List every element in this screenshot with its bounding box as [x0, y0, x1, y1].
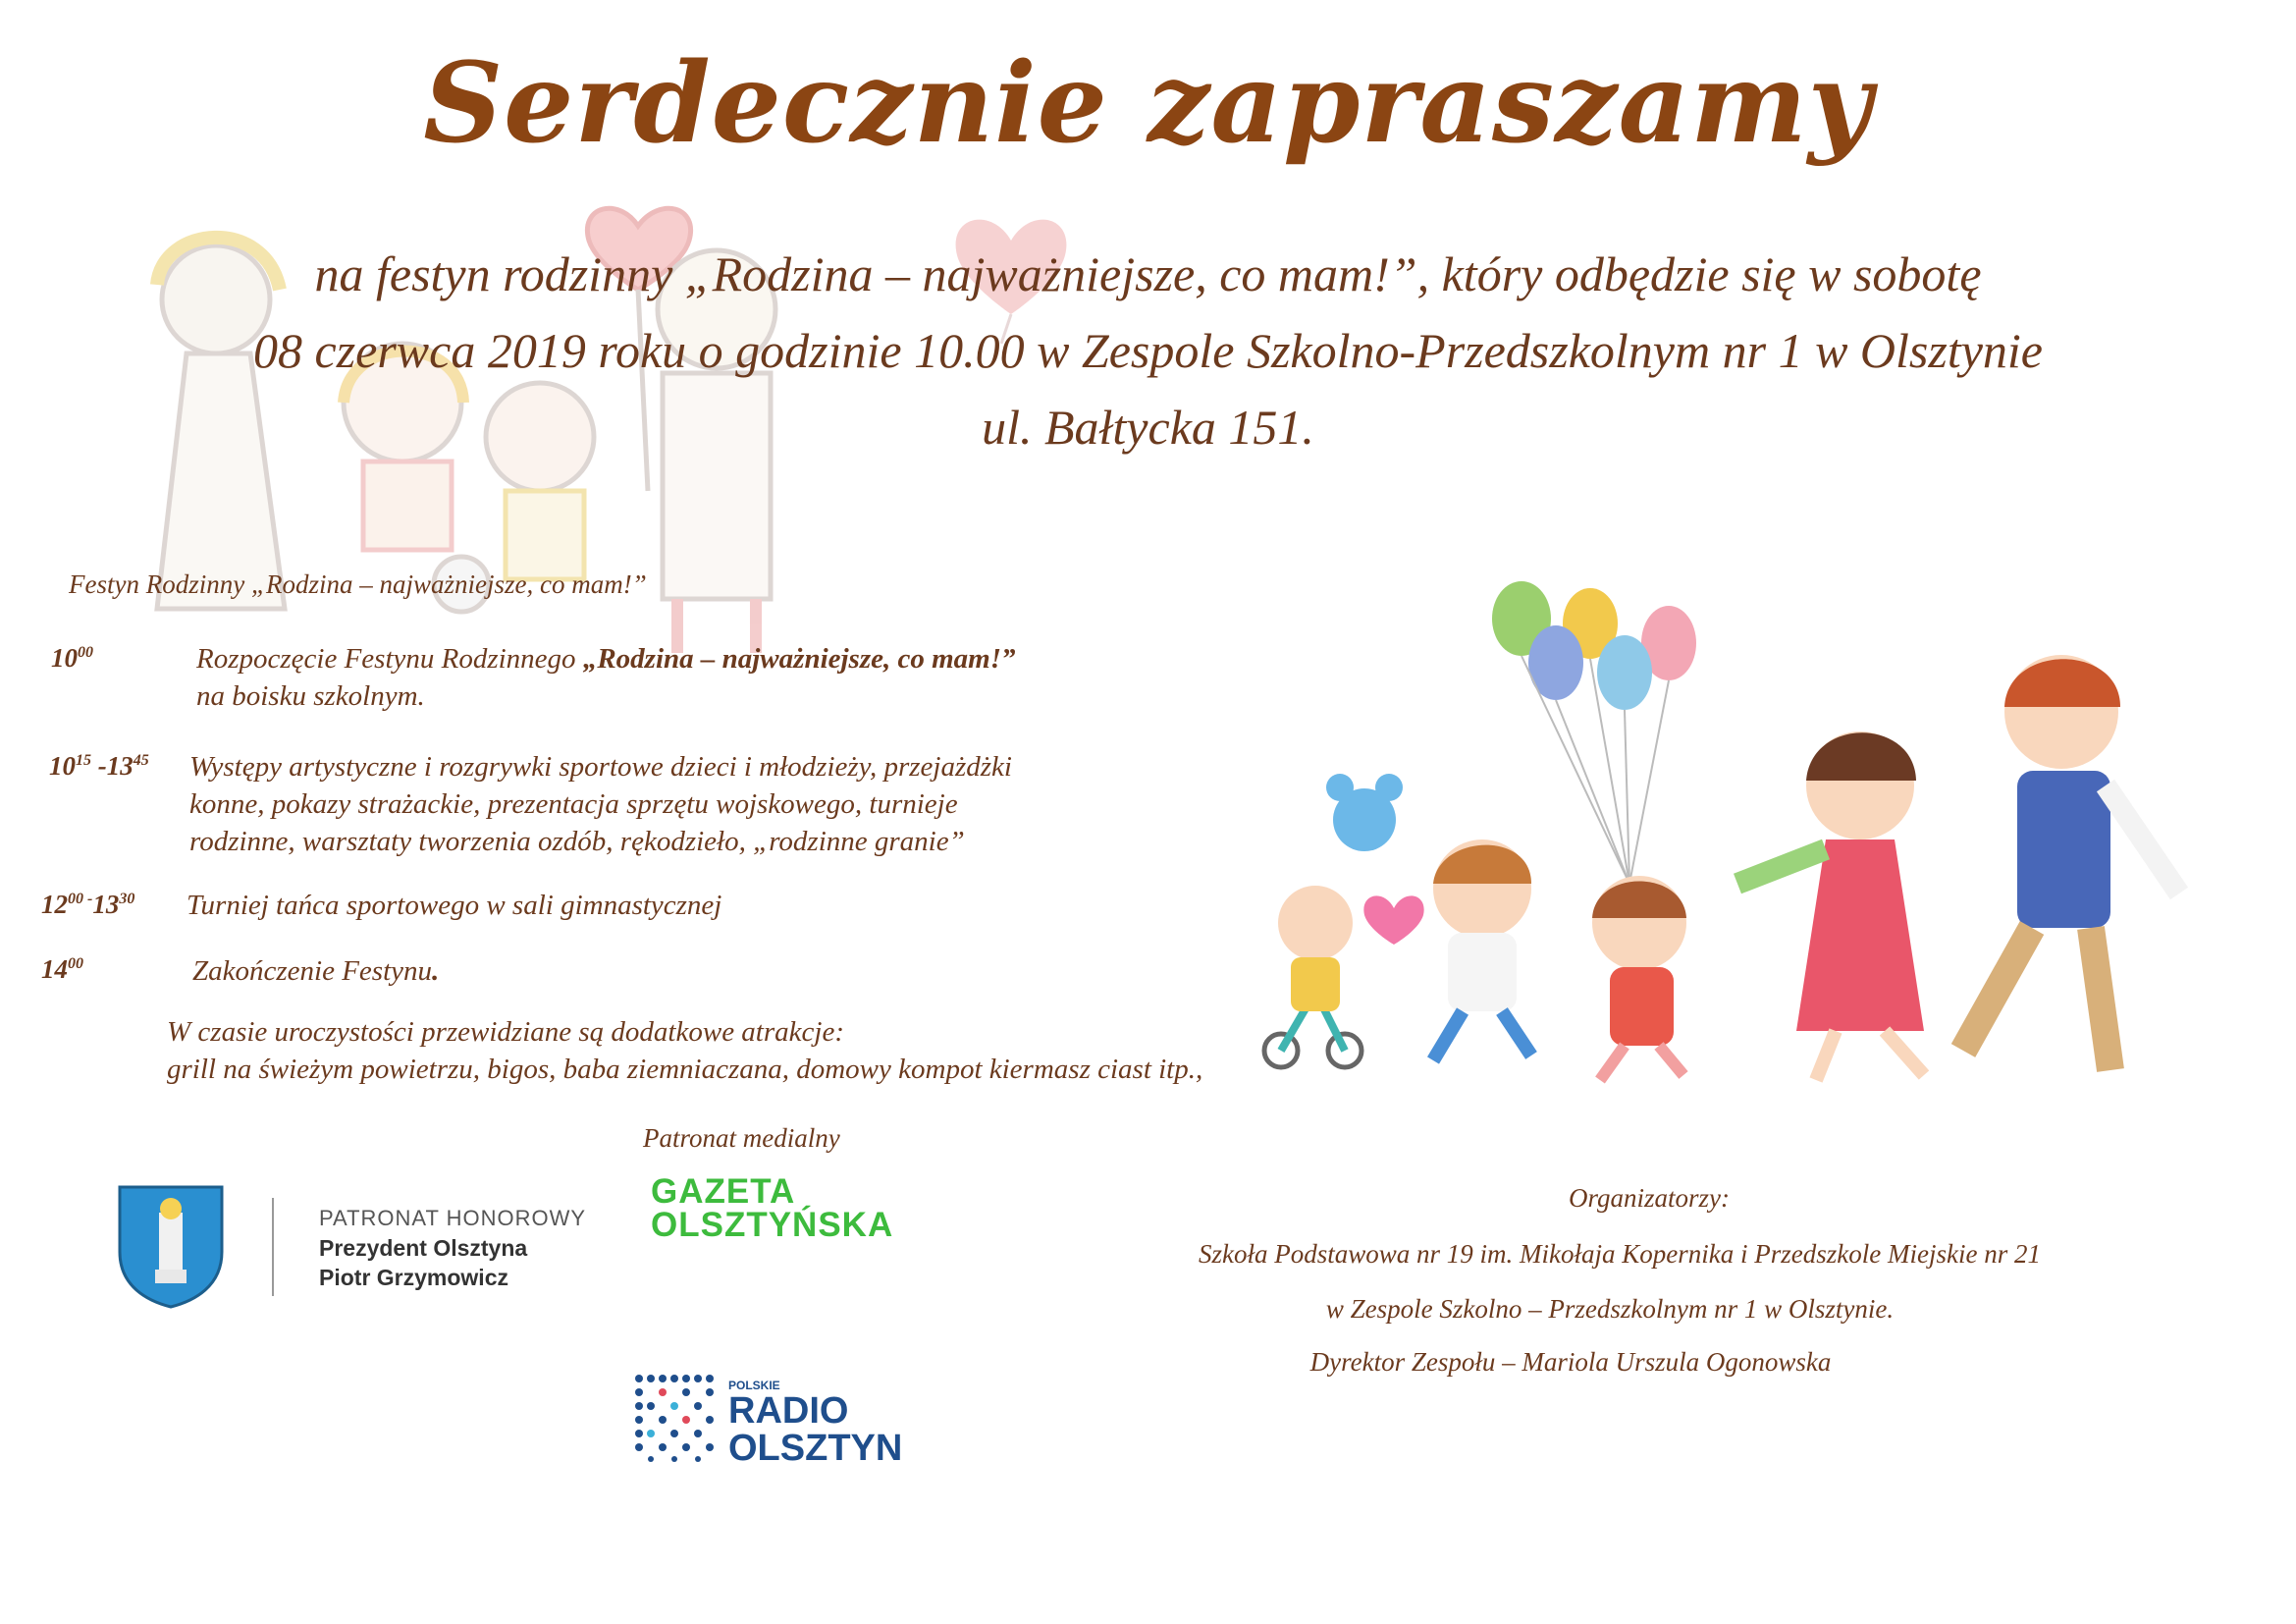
program-heading: Festyn Rodzinny „Rodzina – najważniejsze, co mam!” — [69, 569, 647, 599]
radio-logo-line-1: RADIO — [728, 1390, 849, 1432]
organizers-line-3: Dyrektor Zespołu – Mariola Urszula Ogonowska — [1309, 1347, 1832, 1377]
intro-line-1: na festyn rodzinny „Rodzina – najważniejsze, co mam!”, który odbędzie się w sobotę — [314, 246, 1982, 301]
time-1000: $10^{00}$ — [51, 643, 93, 673]
time-1015-1345: $10^{15}$ $-13^{45}$ — [49, 751, 149, 781]
time-1400: $14^{00}$ — [41, 954, 83, 984]
media-patronage-label: Patronat medialny — [643, 1123, 840, 1153]
intro-line-2: 08 czerwca 2019 roku o godzinie 10.00 w Zespole Szkolno-Przedszkolnym nr 1 w Olsztynie — [253, 323, 2043, 378]
organizers-line-1: Szkoła Podstawowa nr 19 im. Mikołaja Kopernika i Przedszkole Miejskie nr 21 — [1199, 1239, 2041, 1269]
program-item-closing: Zakończenie Festynu. — [192, 955, 440, 987]
olsztyn-coat-of-arms-icon — [116, 1183, 226, 1309]
honorary-patronage-label: PATRONAT HONOROWY — [319, 1206, 587, 1230]
honorary-name-1: Prezydent Olsztyna — [319, 1235, 528, 1261]
gazeta-logo-line-1: GAZETA — [651, 1172, 796, 1211]
patronage-divider — [272, 1198, 274, 1296]
extras-text: W czasie uroczystości przewidziane są dodatkowe atrakcje: grill na świeżym powietrzu, bigos, baba ziemniaczana, domowy kompot kiermasz ciast itp., — [167, 1016, 1203, 1085]
honorary-name-2: Piotr Grzymowicz — [319, 1265, 508, 1290]
intro-line-3: ul. Bałtycka 151. — [982, 400, 1314, 455]
time-1200-1330: $12^{00 -}13^{30}$ — [41, 890, 135, 919]
program-item-performances: Występy artystyczne i rozgrywki sportowe dzieci i młodzieży, przejażdżki konne, pokazy strażackie, prezentacja sprzętu wojskowego, turnieje rodzinne, warsztaty tworzenia ozdób, rękodzieło, „rodzinne granie” — [189, 751, 1012, 857]
gazeta-logo-line-2: OLSZTYŃSKA — [651, 1206, 894, 1244]
organizers-label: Organizatorzy: — [1568, 1183, 1730, 1213]
page-title: Serdecznie zapraszamy — [423, 39, 1873, 168]
radio-logo-small: POLSKIE — [728, 1379, 780, 1392]
gazeta-olsztynska-logo — [651, 1172, 894, 1244]
program-item-opening: Rozpoczęcie Festynu Rodzinnego „Rodzina – najważniejsze, co mam!” na boisku szkolnym. — [196, 643, 1016, 712]
radio-dots-icon — [633, 1373, 720, 1463]
organizers-line-2: w Zespole Szkolno – Przedszkolnym nr 1 w Olsztynie. — [1325, 1294, 1895, 1324]
cartoon-family-illustration — [1237, 569, 2209, 1090]
radio-logo-line-2: OLSZTYN — [728, 1428, 903, 1469]
radio-olsztyn-logo — [728, 1392, 902, 1467]
program-item-dance: Turniej tańca sportowego w sali gimnastycznej — [187, 890, 722, 921]
